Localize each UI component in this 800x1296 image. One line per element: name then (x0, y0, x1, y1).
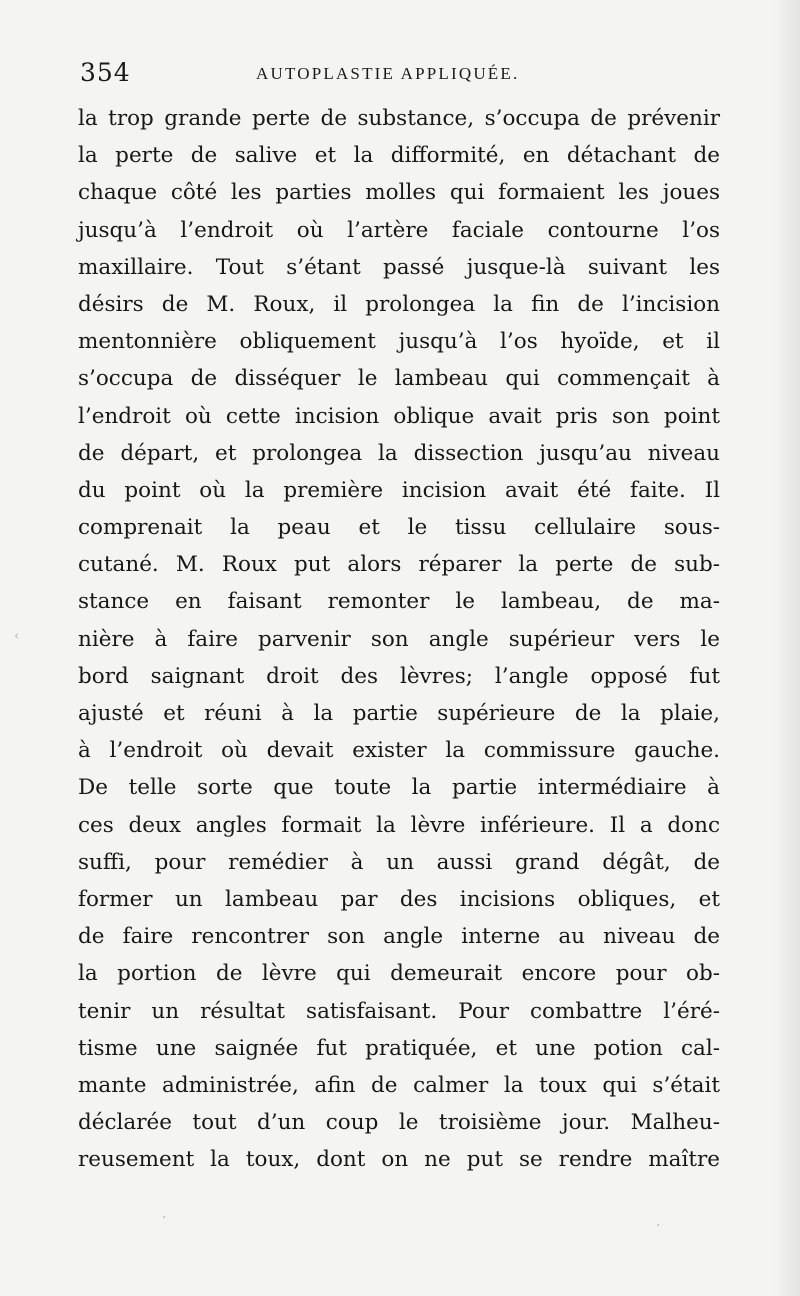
page-edge-shadow (774, 0, 800, 1296)
text-line: ces deux angles formait la lèvre inférieure. Il a donc (78, 812, 720, 838)
text-line: tisme une saignée fut pratiquée, et une potion cal- (78, 1035, 720, 1061)
text-line: désirs de M. Roux, il prolongea la fin de l’incision (78, 291, 720, 317)
text-line: déclarée tout d’un coup le troisième jour. Malheu- (78, 1110, 720, 1136)
text-line: de faire rencontrer son angle interne au niveau de (78, 924, 720, 950)
text-line: mentonnière obliquement jusqu’à l’os hyoïde, et il (78, 329, 720, 355)
text-line: l’endroit où cette incision oblique avait pris son point (78, 403, 720, 429)
text-line: du point où la première incision avait été faite. Il (78, 477, 720, 503)
running-title: AUTOPLASTIE APPLIQUÉE. (256, 64, 520, 83)
text-line: à l’endroit où devait exister la commissure gauche. (78, 738, 720, 764)
text-line: tenir un résultat satisfaisant. Pour combattre l’éré- (78, 998, 720, 1024)
text-line: stance en faisant remonter le lambeau, de ma- (78, 589, 720, 615)
text-line: De telle sorte que toute la partie intermédiaire à (78, 775, 720, 801)
text-line: comprenait la peau et le tissu cellulaire sous- (78, 515, 720, 541)
text-line: nière à faire parvenir son angle supérieur vers le (78, 626, 720, 652)
text-line: la portion de lèvre qui demeurait encore pour ob- (78, 961, 720, 987)
text-line: la perte de salive et la difformité, en détachant de (78, 143, 720, 169)
text-line: bord saignant droit des lèvres; l’angle opposé fut (78, 663, 720, 689)
ink-speck: · (656, 1218, 661, 1234)
text-line: jusqu’à l’endroit où l’artère faciale contourne l’os (78, 217, 720, 243)
ink-speck: · (162, 1210, 167, 1226)
text-line: mante administrée, afin de calmer la toux qui s’était (78, 1072, 720, 1098)
text-line: de départ, et prolongea la dissection jusqu’au niveau (78, 440, 720, 466)
page-header (80, 58, 720, 94)
text-line: s’occupa de disséquer le lambeau qui commençait à (78, 366, 720, 392)
body-text (78, 100, 720, 1178)
text-line: suffi, pour remédier à un aussi grand dégât, de (78, 849, 720, 875)
text-line: chaque côté les parties molles qui formaient les joues (78, 180, 720, 206)
text-line: former un lambeau par des incisions obliques, et (78, 886, 720, 912)
text-line: maxillaire. Tout s’étant passé jusque-là suivant les (78, 254, 720, 280)
page-number: 354 (80, 58, 131, 87)
text-line: ajusté et réuni à la partie supérieure de la plaie, (78, 701, 720, 726)
ink-speck: ‹ (14, 628, 20, 644)
text-line: cutané. M. Roux put alors réparer la perte de sub- (78, 552, 720, 578)
text-line: reusement la toux, dont on ne put se rendre maître (78, 1147, 720, 1173)
text-line: la trop grande perte de substance, s’occupa de prévenir (78, 106, 720, 131)
